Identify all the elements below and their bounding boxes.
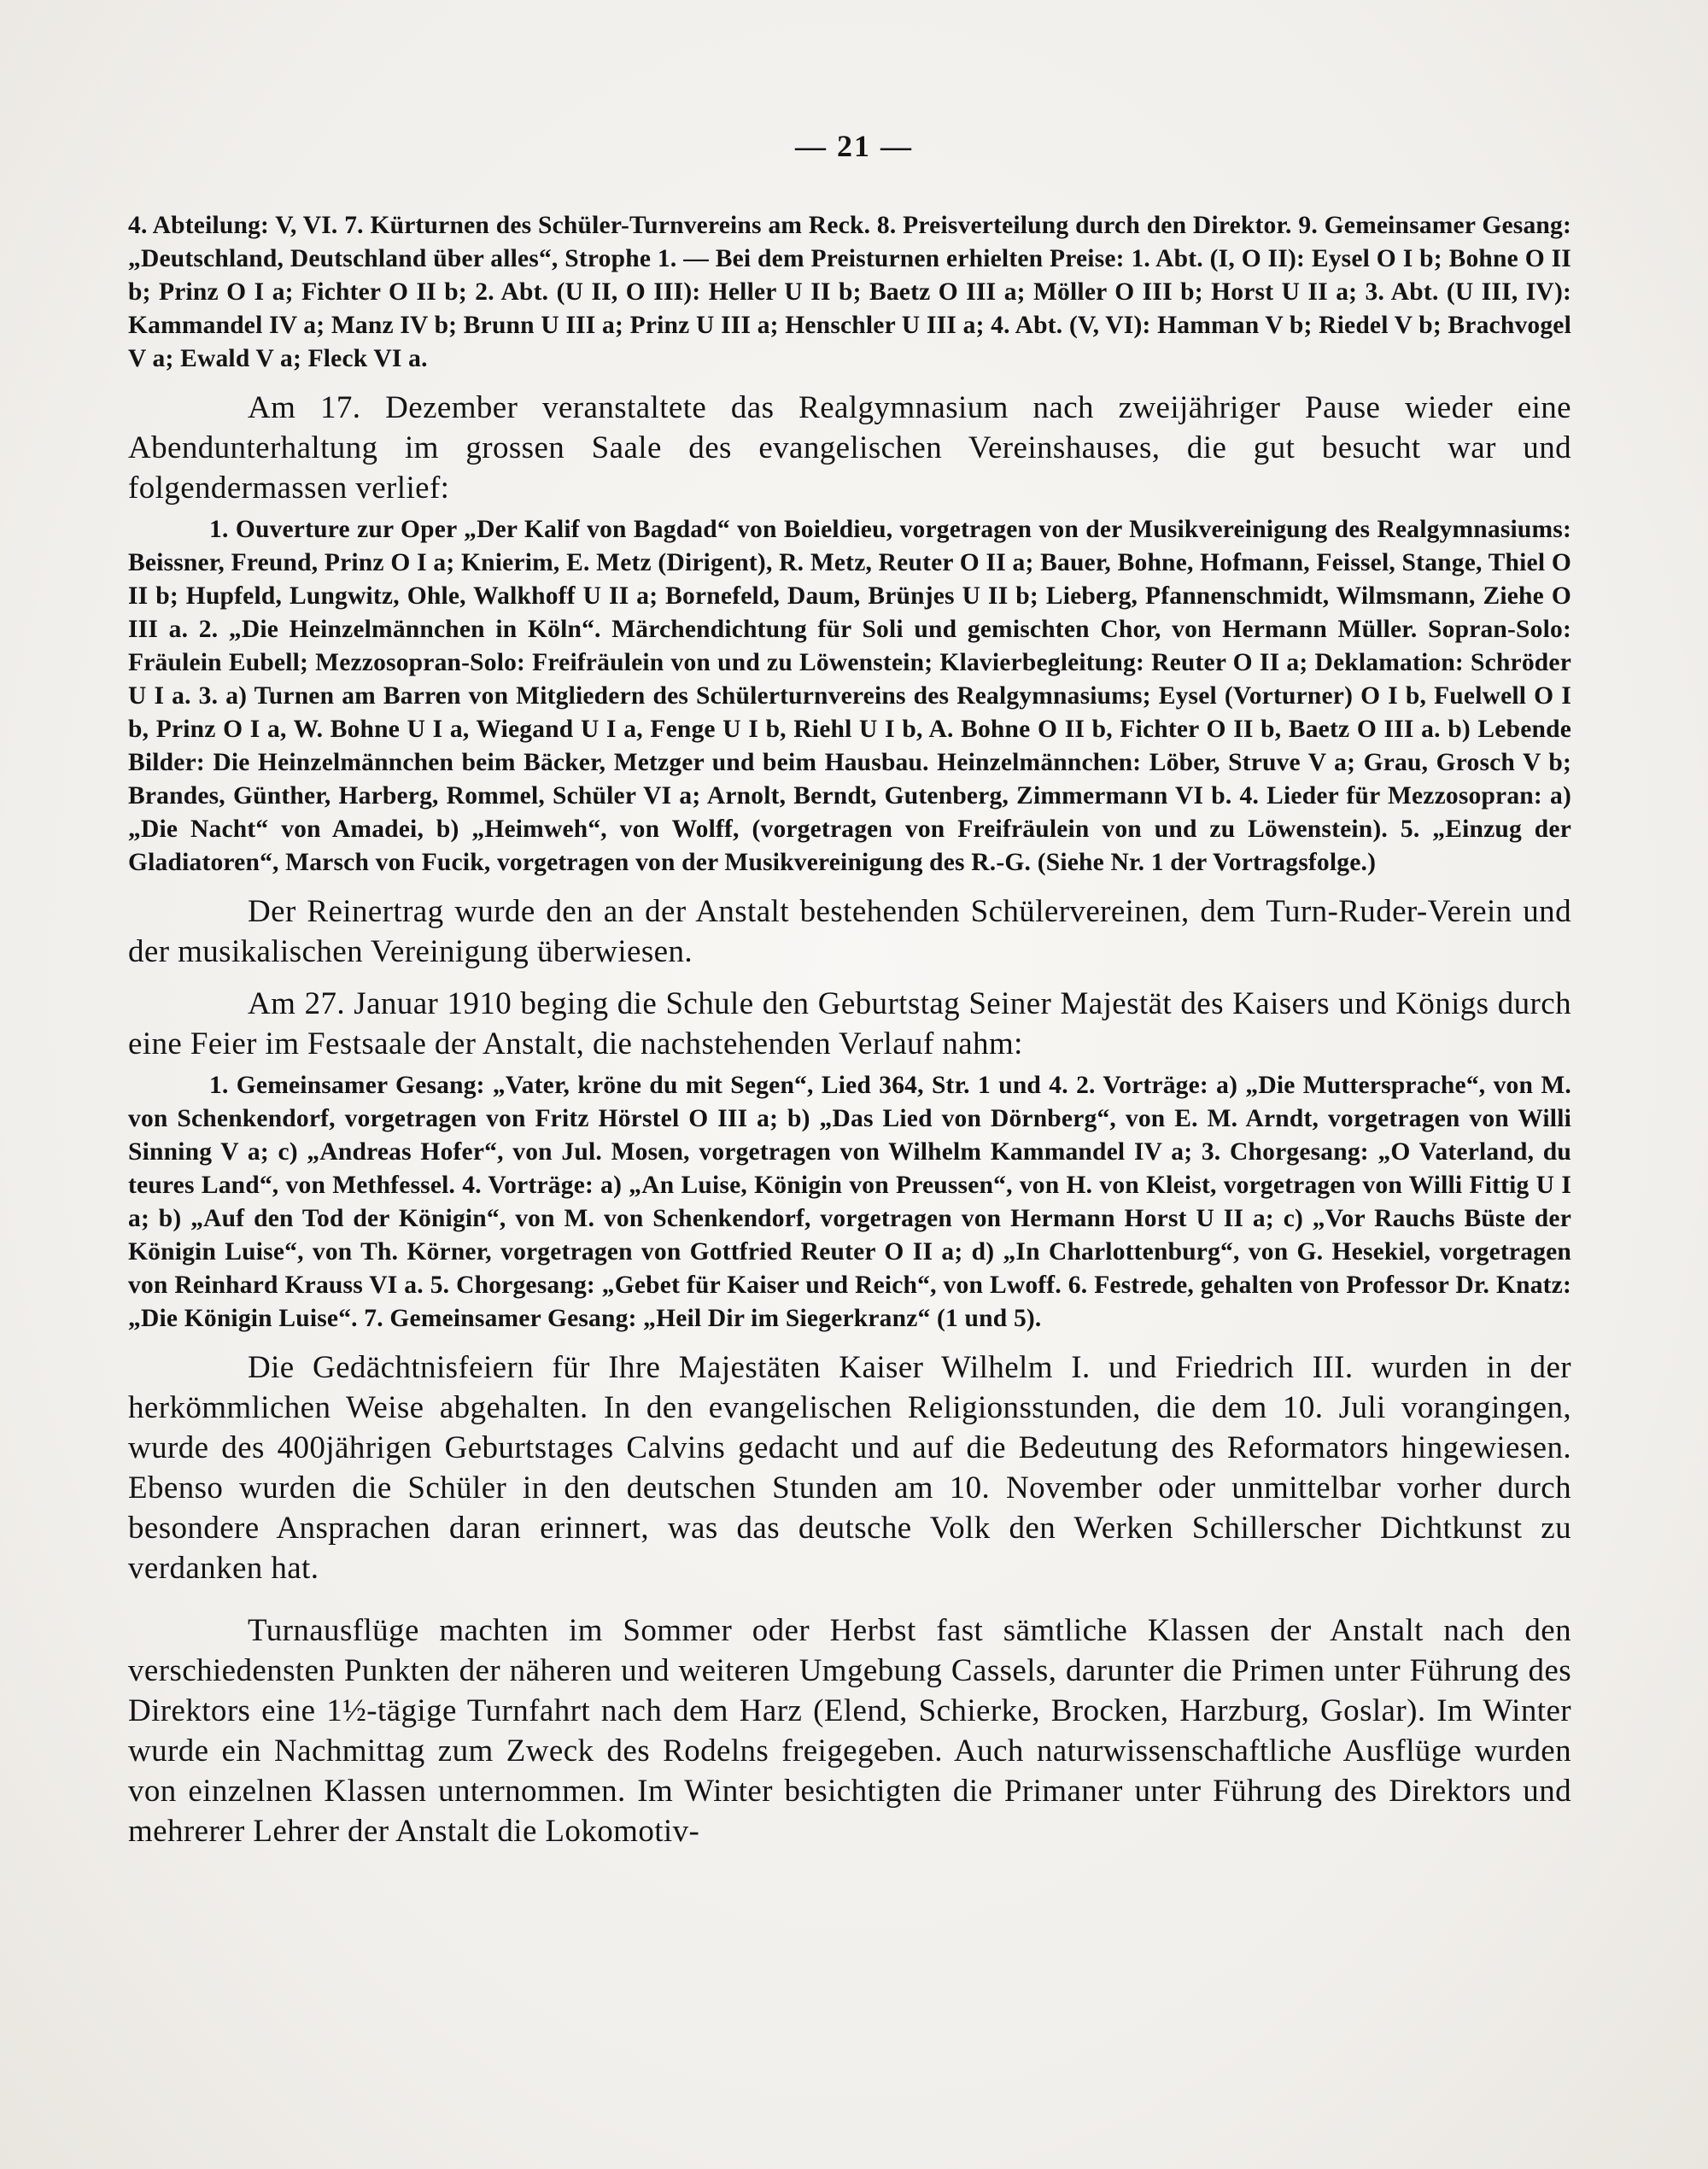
paragraph-kaisergeburtstag-program: 1. Gemeinsamer Gesang: „Vater, kröne du mit Segen“, Lied 364, Str. 1 und 4. 2. Vorträge: a) „Die Muttersprache“, von M. von Schenkendorf, vorgetragen von Fritz Hörstel O III a; b) „Das Lied von Dörnberg“, von E. M. Arndt, vorgetragen von Willi Sinning V a; c) „Andreas Hofer“, von Jul. Mosen, vorgetragen von Wilhelm Kammandel IV a; 3. Chorgesang: „O Vaterland, du teures Land“, von Methfessel. 4. Vorträge: a) „An Luise, Königin von Preussen“, von H. von Kleist, vorgetragen von Willi Fittig U I a; b) „Auf den Tod der Königin“, von M. von Schenkendorf, vorgetragen von Hermann Horst U II a; c) „Vor Rauchs Büste der Königin Luise“, von Th. Körner, vorgetragen von Gottfried Reuter O II a; d) „In Charlottenburg“, von G. Hesekiel, vorgetragen von Reinhard Krauss VI a. 5. Chorgesang: „Gebet für Kaiser und Reich“, von Lwoff. 6. Festrede, gehalten von Professor Dr. Knatz: „Die Königin Luise“. 7. Gemeinsamer Gesang: „Heil Dir im Siegerkranz“ (1 und 5). bbox=[128, 1072, 1571, 1332]
page-number: — 21 — bbox=[795, 129, 913, 163]
paragraph-abendunterhaltung-intro: Am 17. Dezember veranstaltete das Realgymnasium nach zweijähriger Pause wieder eine Abendunterhaltung im grossen Saale des evangelischen Vereinshauses, die gut besucht war und folgendermassen verlief: bbox=[128, 390, 1571, 506]
paragraph-turnausfluege: Turnausflüge machten im Sommer oder Herbst fast sämtliche Klassen der Anstalt nach den verschiedensten Punkten der näheren und weiteren Umgebung Cassels, darunter die Primen unter Führung des Direktors eine 1½-tägige Turnfahrt nach dem Harz (Elend, Schierke, Brocken, Harzburg, Goslar). Im Winter wurde ein Nachmittag zum Zweck des Rodelns freigegeben. Auch naturwissenschaftliche Ausflüge wurden von einzelnen Klassen unternommen. Im Winter besichtigten die Primaner unter Führung des Direktors und mehrerer Lehrer der Anstalt die Lokomotiv- bbox=[128, 1613, 1571, 1849]
paragraph-kaisergeburtstag-intro: Am 27. Januar 1910 beging die Schule den Geburtstag Seiner Majestät des Kaisers und Königs durch eine Feier im Festsaale der Anstalt, die nachstehenden Verlauf nahm: bbox=[128, 986, 1571, 1061]
paragraph-reinertrag: Der Reinertrag wurde den an der Anstalt bestehenden Schülervereinen, dem Turn-Ruder-Verein und der musikalischen Vereinigung überwiesen. bbox=[128, 894, 1571, 969]
paragraph-turnfest-program: 4. Abteilung: V, VI. 7. Kürturnen des Schüler-Turnvereins am Reck. 8. Preisverteilung durch den Direktor. 9. Gemeinsamer Gesang: „Deutschland, Deutschland über alles“, Strophe 1. — Bei dem Preisturnen erhielten Preise: 1. Abt. (I, O II): Eysel O I b; Bohne O II b; Prinz O I a; Fichter O II b; 2. Abt. (U II, O III): Heller U II b; Baetz O III a; Möller O III b; Horst U II a; 3. Abt. (U III, IV): Kammandel IV a; Manz IV b; Brunn U III a; Prinz U III a; Henschler U III a; 4. Abt. (V, VI): Hamman V b; Riedel V b; Brachvogel V a; Ewald V a; Fleck VI a. bbox=[128, 212, 1571, 372]
paragraph-abendunterhaltung-program: 1. Ouverture zur Oper „Der Kalif von Bagdad“ von Boieldieu, vorgetragen von der Musikvereinigung des Realgymnasiums: Beissner, Freund, Prinz O I a; Knierim, E. Metz (Dirigent), R. Metz, Reuter O II a; Bauer, Bohne, Hofmann, Feissel, Stange, Thiel O II b; Hupfeld, Lungwitz, Ohle, Walkhoff U II a; Bornefeld, Daum, Brünjes U II b; Lieberg, Pfannenschmidt, Wilmsmann, Ziehe O III a. 2. „Die Heinzelmännchen in Köln“. Märchendichtung für Soli und gemischten Chor, von Hermann Müller. Sopran-Solo: Fräulein Eubell; Mezzosopran-Solo: Freifräulein von und zu Löwenstein; Klavierbegleitung: Reuter O II a; Deklamation: Schröder U I a. 3. a) Turnen am Barren von Mitgliedern des Schülerturnvereins des Realgymnasiums; Eysel (Vorturner) O I b, Fuelwell O I b, Prinz O I a, W. Bohne U I a, Wiegand U I a, Fenge U I b, Riehl U I b, A. Bohne O II b, Fichter O II b, Baetz O III a. b) Lebende Bilder: Die Heinzelmännchen beim Bäcker, Metzger und beim Hausbau. Heinzelmännchen: Löber, Struve V a; Grau, Grosch V b; Brandes, Günther, Harberg, Rommel, Schüler VI a; Arnolt, Berndt, Gutenberg, Zimmermann VI b. 4. Lieder für Mezzosopran: a) „Die Nacht“ von Amadei, b) „Heimweh“, von Wolff, (vorgetragen von Freifräulein von und zu Löwenstein). 5. „Einzug der Gladiatoren“, Marsch von Fucik, vorgetragen von der Musikvereinigung des R.-G. (Siehe Nr. 1 der Vortragsfolge.) bbox=[128, 516, 1571, 876]
paragraph-gedaechtnisfeiern: Die Gedächtnisfeiern für Ihre Majestäten Kaiser Wilhelm I. und Friedrich III. wurden in der herkömmlichen Weise abgehalten. In den evangelischen Religionsstunden, die dem 10. Juli vorangingen, wurde des 400jährigen Geburtstages Calvins gedacht und auf die Bedeutung des Reformators hingewiesen. Ebenso wurden die Schüler in den deutschen Stunden am 10. November oder unmittelbar vorher durch besondere Ansprachen daran erinnert, was das deutsche Volk den Werken Schillerscher Dichtkunst zu verdanken hat. bbox=[128, 1350, 1571, 1586]
page-body bbox=[128, 209, 1571, 1851]
